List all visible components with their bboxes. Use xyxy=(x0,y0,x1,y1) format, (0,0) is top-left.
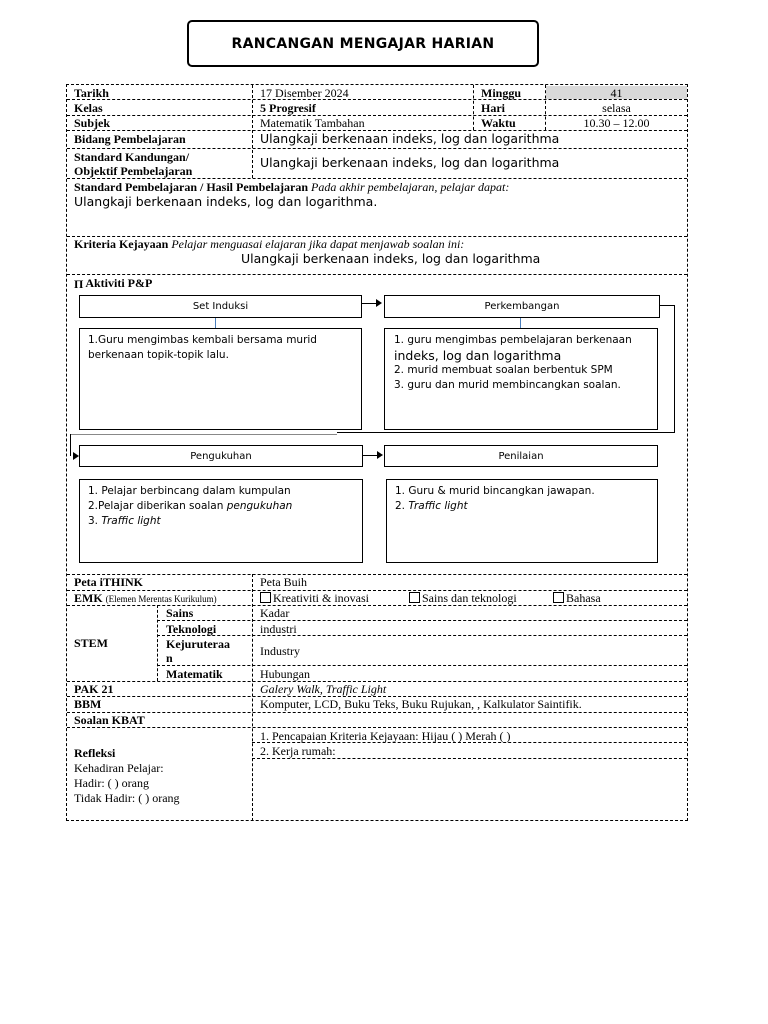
row-divider xyxy=(157,620,687,621)
connector xyxy=(674,305,675,432)
pengukuhan-content xyxy=(79,479,363,563)
perkembangan-content xyxy=(384,328,658,430)
tarikh-value: 17 Disember 2024 xyxy=(260,86,349,100)
minggu-value: 41 xyxy=(610,86,623,100)
penilaian-line-1: 1. Guru & murid bincangkan jawapan. xyxy=(395,485,595,497)
pengukuhan-box xyxy=(79,445,363,467)
checkbox-icon[interactable] xyxy=(553,592,564,603)
hasil-heading xyxy=(74,180,509,194)
aktiviti-label xyxy=(74,276,152,291)
stem-kejuruteraan-value: Industry xyxy=(260,644,300,658)
perkembangan-line-3: 2. murid membuat soalan berbentuk SPM xyxy=(394,364,613,376)
row-divider xyxy=(67,712,687,713)
emk-sublabel: (Elemen Merentas Kurikulum) xyxy=(105,594,217,604)
refleksi-item-2: 2. Kerja rumah: xyxy=(260,744,336,758)
row-divider xyxy=(157,665,687,666)
pengukuhan-line-3 xyxy=(88,514,362,529)
stem-label: STEM xyxy=(74,636,109,650)
row-divider xyxy=(67,148,687,149)
bidang-label: Bidang Pembelajaran xyxy=(74,132,186,146)
tarikh-label: Tarikh xyxy=(74,86,109,100)
perkembangan-line-1: 1. guru mengimbas pembelajaran berkenaan xyxy=(394,334,632,346)
peta-value: Peta Buih xyxy=(260,575,307,589)
row-divider xyxy=(67,574,687,575)
set-induksi-text: 1.Guru mengimbas kembali bersama murid berkenaan topik-topik lalu. xyxy=(88,334,317,361)
refleksi-label: Refleksi xyxy=(74,746,116,760)
connector xyxy=(70,434,337,435)
bidang-value: Ulangkaji berkenaan indeks, log dan logarithma xyxy=(260,131,560,146)
hari-label: Hari xyxy=(481,101,505,115)
penilaian-box xyxy=(384,445,658,467)
perkembangan-head: Perkembangan xyxy=(484,301,560,312)
connector xyxy=(660,305,674,306)
arrow-right-icon xyxy=(377,451,383,459)
kriteria-note: Pelajar menguasai elajaran jika dapat menjawab soalan ini: xyxy=(171,237,465,251)
kriteria-label: Kriteria Kejayaan xyxy=(74,237,169,251)
emk-heading xyxy=(74,591,217,606)
stem-matematik-value: Hubungan xyxy=(260,667,310,681)
pengukuhan-line-3a: 3. xyxy=(88,515,102,527)
perkembangan-box xyxy=(384,295,660,318)
title-text: RANCANGAN MENGAJAR HARIAN xyxy=(231,35,495,52)
stem-kejuruteraan-label-2: n xyxy=(166,651,173,665)
pengukuhan-line-2 xyxy=(88,499,362,514)
standard-label-1: Standard Kandungan/ xyxy=(74,150,190,164)
row-divider xyxy=(67,178,687,179)
list-bullet-icon: Π xyxy=(74,277,84,291)
perkembangan-line-2: indeks, log dan logarithma xyxy=(394,348,562,363)
pengukuhan-line-3b: Traffic light xyxy=(101,515,161,527)
emk-option-bahasa[interactable] xyxy=(553,591,601,605)
stem-matematik-label: Matematik xyxy=(166,667,223,681)
row-divider xyxy=(157,635,687,636)
peta-label: Peta iTHINK xyxy=(74,575,143,589)
connector xyxy=(363,455,377,456)
col-divider xyxy=(473,85,474,130)
penilaian-content xyxy=(386,479,658,563)
stem-kejuruteraan-label-1: Kejuruteraa xyxy=(166,637,230,651)
waktu-label: Waktu xyxy=(481,116,516,130)
connector xyxy=(70,434,71,456)
set-induksi-head: Set Induksi xyxy=(192,301,249,312)
hasil-note: Pada akhir pembelajaran, pelajar dapat: xyxy=(311,180,510,194)
arrow-right-icon xyxy=(376,299,382,307)
hadir-text: Hadir: ( ) orang xyxy=(74,776,149,790)
page-title xyxy=(187,20,539,67)
subjek-value: Matematik Tambahan xyxy=(260,116,365,130)
refleksi-item-1: 1. Pencapaian Kriteria Kejayaan: Hijau ( ) Merah ( ) xyxy=(260,729,511,743)
pak21-value: Galery Walk, Traffic Light xyxy=(260,682,387,696)
subjek-label: Subjek xyxy=(74,116,111,130)
hari-value: selasa xyxy=(602,101,631,115)
checkbox-icon[interactable] xyxy=(260,592,271,603)
hasil-label: Standard Pembelajaran / Hasil Pembelajaran xyxy=(74,180,308,194)
bbm-label: BBM xyxy=(74,697,102,711)
row-divider xyxy=(67,727,687,728)
col-divider xyxy=(252,85,253,178)
kriteria-value: Ulangkaji berkenaan indeks, log dan logarithma xyxy=(241,251,541,266)
emk-option-kreativiti[interactable] xyxy=(260,591,369,605)
tidak-hadir-text: Tidak Hadir: ( ) orang xyxy=(74,791,180,805)
connector xyxy=(362,303,376,304)
kelas-value: 5 Progresif xyxy=(260,101,316,115)
perkembangan-line-4: 3. guru dan murid membincangkan soalan. xyxy=(394,379,621,391)
pengukuhan-line-2b: pengukuhan xyxy=(226,500,293,512)
stem-teknologi-value: industri xyxy=(260,622,297,636)
set-induksi-box xyxy=(79,295,362,318)
emk-opt3-label: Bahasa xyxy=(566,591,601,605)
stem-sains-label: Sains xyxy=(166,606,194,620)
connector xyxy=(337,432,675,433)
standard-label-2: Objektif Pembelajaran xyxy=(74,164,193,178)
kelas-label: Kelas xyxy=(74,101,103,115)
waktu-value: 10.30 – 12.00 xyxy=(583,116,650,130)
stem-teknologi-label: Teknologi xyxy=(166,622,217,636)
penilaian-head: Penilaian xyxy=(498,450,544,462)
emk-label: EMK xyxy=(74,591,103,605)
emk-opt2-label: Sains dan teknologi xyxy=(422,591,517,605)
pengukuhan-line-2a: 2.Pelajar diberikan soalan xyxy=(88,500,227,512)
penilaian-line-2b: Traffic light xyxy=(408,500,468,512)
minggu-label: Minggu xyxy=(481,86,522,100)
emk-opt1-label: Kreativiti & inovasi xyxy=(273,591,369,605)
hasil-value: Ulangkaji berkenaan indeks, log dan logarithma. xyxy=(74,194,378,209)
kehadiran-label: Kehadiran Pelajar: xyxy=(74,761,164,775)
set-induksi-content xyxy=(79,328,362,430)
stem-sains-value: Kadar xyxy=(260,606,290,620)
aktiviti-label-text: Aktiviti P&P xyxy=(85,276,153,290)
standard-value: Ulangkaji berkenaan indeks, log dan logarithma xyxy=(260,155,560,170)
penilaian-line-2 xyxy=(395,499,657,514)
pak21-label: PAK 21 xyxy=(74,682,114,696)
col-divider xyxy=(157,605,158,681)
bbm-value: Komputer, LCD, Buku Teks, Buku Rujukan, , Kalkulator Saintifik. xyxy=(260,697,582,711)
pengukuhan-line-1: 1. Pelajar berbincang dalam kumpulan xyxy=(88,485,291,497)
kriteria-heading xyxy=(74,237,464,251)
pengukuhan-head: Pengukuhan xyxy=(190,450,252,462)
col-divider xyxy=(252,574,253,821)
emk-option-sains[interactable] xyxy=(409,591,517,605)
row-divider xyxy=(252,758,687,759)
penilaian-line-2a: 2. xyxy=(395,500,409,512)
row-divider xyxy=(67,274,687,275)
kbat-label: Soalan KBAT xyxy=(74,713,145,727)
connector xyxy=(520,318,521,328)
checkbox-icon[interactable] xyxy=(409,592,420,603)
connector xyxy=(215,318,216,328)
